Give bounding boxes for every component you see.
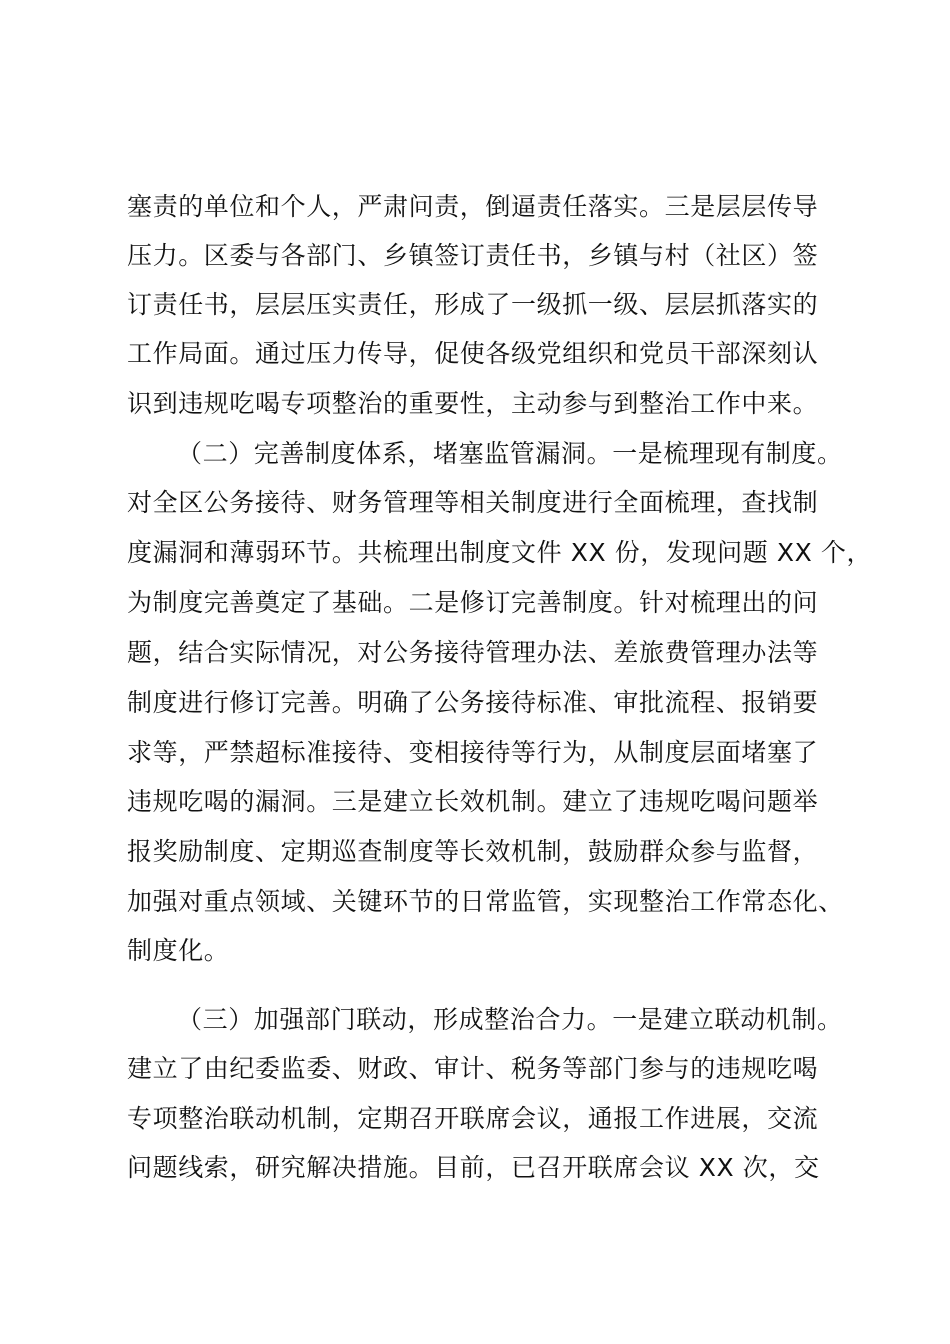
text-line-3: 订责任书，层层压实责任，形成了一级抓一级、层层抓落实的: [127, 290, 819, 319]
text-line-2: 压力。区委与各部门、乡镇签订责任书，乡镇与村（社区）签: [127, 241, 819, 270]
text-line-14: 报奖励制度、定期巡查制度等长效机制，鼓励群众参与监督，: [127, 837, 819, 866]
text-line-18: 建立了由纪委监委、财政、审计、税务等部门参与的违规吃喝: [127, 1054, 819, 1083]
text-line-13: 违规吃喝的漏洞。三是建立长效机制。建立了违规吃喝问题举: [127, 787, 819, 816]
text-line-11: 制度进行修订完善。明确了公务接待标准、审批流程、报销要: [127, 688, 819, 717]
text-line-15: 加强对重点领域、关键环节的日常监管，实现整治工作常态化、: [127, 887, 844, 916]
text-line-5: 识到违规吃喝专项整治的重要性，主动参与到整治工作中来。: [127, 389, 819, 418]
text-line-12: 求等，严禁超标准接待、变相接待等行为，从制度层面堵塞了: [127, 738, 819, 767]
text-line-8: 度漏洞和薄弱环节。共梳理出制度文件 XX 份，发现问题 XX 个，: [127, 538, 873, 567]
text-line-16: 制度化。: [127, 936, 230, 965]
text-line-7: 对全区公务接待、财务管理等相关制度进行全面梳理，查找制: [127, 488, 819, 517]
section-heading-2: （二）完善制度体系，堵塞监管漏洞。一是梳理现有制度。: [177, 439, 843, 468]
text-line-9: 为制度完善奠定了基础。二是修订完善制度。针对梳理出的问: [127, 588, 819, 617]
text-line-1: 塞责的单位和个人，严肃问责，倒逼责任落实。三是层层传导: [127, 192, 819, 221]
text-line-4: 工作局面。通过压力传导，促使各级党组织和党员干部深刻认: [127, 339, 819, 368]
section-heading-3: （三）加强部门联动，形成整治合力。一是建立联动机制。: [177, 1005, 843, 1034]
text-line-20: 问题线索，研究解决措施。目前，已召开联席会议 XX 次，交: [127, 1153, 820, 1182]
text-line-19: 专项整治联动机制，定期召开联席会议，通报工作进展，交流: [127, 1104, 819, 1133]
text-line-10: 题，结合实际情况，对公务接待管理办法、差旅费管理办法等: [127, 638, 819, 667]
